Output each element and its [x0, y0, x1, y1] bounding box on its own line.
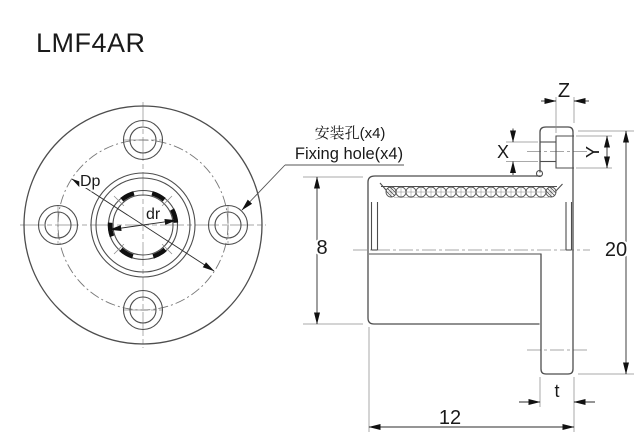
- annotation-text-cn: 安装孔(x4): [314, 125, 386, 142]
- dimension-flange-od: [578, 131, 634, 374]
- annotation-leader-line: [242, 165, 285, 210]
- label-dr: dr: [146, 206, 161, 223]
- dim-label-8: 8: [316, 237, 328, 259]
- seal-groove-left: [372, 202, 378, 250]
- dim-label-20: 20: [604, 239, 628, 261]
- front-view: [20, 102, 266, 348]
- counterbore-outline: [556, 136, 574, 168]
- dim-label-x: X: [496, 142, 510, 162]
- dim-label-z: Z: [557, 80, 571, 102]
- dimension-length: [369, 327, 574, 432]
- dimension-counterbore-dia: [576, 136, 612, 168]
- dimension-body-od: [303, 177, 363, 324]
- page-title: LMF4AR: [36, 28, 146, 58]
- dimension-counterbore-depth: [541, 80, 589, 133]
- side-view: [353, 127, 590, 374]
- annotation-text-en: Fixing hole(x4): [294, 145, 404, 163]
- dim-label-y: Y: [583, 145, 603, 159]
- dimension-flange-thickness: [519, 377, 595, 407]
- ball-row: [386, 187, 556, 197]
- fixing-hole-annotation: [242, 124, 404, 210]
- seal-groove-right: [566, 202, 572, 250]
- label-dp: Dp: [80, 173, 101, 190]
- dim-label-12: 12: [438, 407, 462, 429]
- dim-label-t: t: [554, 381, 560, 401]
